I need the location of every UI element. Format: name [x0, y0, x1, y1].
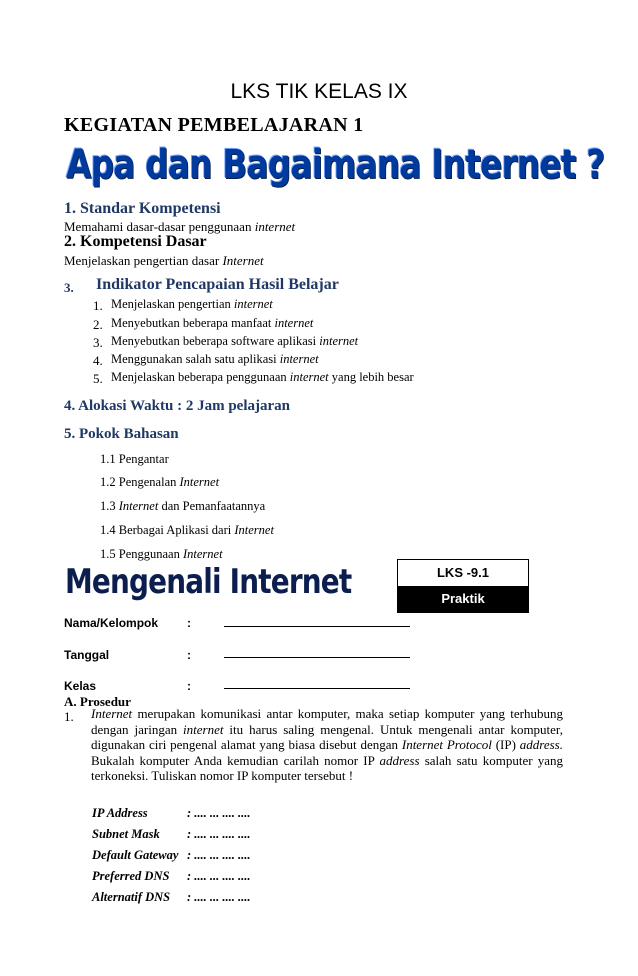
text-segment: merupakan komunikasi antar komputer, maka setiap komputer yang terhubung dengan jaringan	[91, 706, 563, 737]
text-segment-italic: Internet	[179, 475, 220, 489]
field-label-tanggal: Tanggal	[64, 648, 110, 662]
list-text	[111, 370, 414, 385]
section-alokasi-waktu: 4. Alokasi Waktu : 2 Jam pelajaran	[64, 398, 291, 414]
ip-label: Default Gateway	[92, 848, 179, 862]
text-segment: Bukalah komputer Anda kemudian carilah nomor IP	[91, 752, 380, 768]
list-number: 1.	[93, 298, 103, 313]
list-item	[93, 370, 414, 388]
prosedur-number: 1.	[64, 709, 74, 724]
text-segment-italic: Internet Protocol	[401, 737, 492, 753]
text-segment: 1.1 Pengantar	[100, 452, 169, 466]
list-item	[93, 334, 359, 352]
section-standar-kompetensi: 1. Standar Kompetensi	[64, 200, 221, 217]
list-number: 3.	[93, 335, 103, 350]
text-segment-italic: internet	[233, 297, 273, 311]
list-number: 5.	[93, 371, 103, 386]
lks-type: Praktik	[398, 586, 528, 612]
text-segment: 1.4 Berbagai Aplikasi dari	[100, 523, 235, 537]
field-colon: :	[187, 616, 191, 630]
list-text	[111, 352, 319, 367]
section-indikator: Indikator Pencapaian Hasil Belajar	[96, 276, 339, 293]
list-item	[100, 452, 169, 467]
field-colon: :	[187, 679, 191, 693]
kelas-line[interactable]	[224, 688, 410, 689]
list-item	[93, 297, 273, 315]
text-segment-italic: Internet	[222, 253, 264, 268]
text-segment: itu harus saling mengenal. Untuk mengenali antar komputer, digunakan ciri pengenal alamat yang biasa disebut dengan	[91, 721, 563, 753]
ip-value: : .... ... .... ....	[187, 890, 251, 904]
text-segment: Menjelaskan beberapa penggunaan	[111, 370, 290, 384]
text-segment-italic: internet	[279, 352, 319, 366]
nama-kelompok-line[interactable]	[224, 626, 410, 627]
ip-value: : .... ... .... ....	[187, 848, 251, 862]
text-segment: 1.2 Pengenalan	[100, 475, 180, 489]
text-segment-italic: Internet	[182, 547, 223, 561]
list-text	[111, 297, 273, 312]
text-segment: salah satu komputer yang terkoneksi. Tuliskan nomor IP komputer tersebut !	[91, 752, 564, 784]
list-number: 4.	[93, 353, 103, 368]
list-item	[100, 499, 265, 514]
text-segment: Menjelaskan pengertian dasar	[64, 253, 223, 268]
text-segment: Menyebutkan beberapa software aplikasi	[111, 334, 320, 348]
text-segment: Memahami dasar-dasar penggunaan	[64, 219, 255, 234]
text-segment-italic: internet	[274, 316, 314, 330]
lks-number: LKS -9.1	[436, 565, 489, 580]
section-kompetensi-dasar: 2. Kompetensi Dasar	[64, 233, 207, 250]
tanggal-line[interactable]	[224, 657, 410, 658]
text-segment-italic: internet	[254, 219, 296, 234]
ip-value: : .... ... .... ....	[187, 806, 251, 820]
list-item	[100, 523, 274, 538]
list-text	[111, 334, 358, 349]
ip-label: Alternatif DNS	[92, 890, 171, 904]
text-segment: Menjelaskan pengertian	[111, 297, 234, 311]
lesson-banner: Apa dan Bagaimana Internet ?	[66, 142, 605, 188]
ip-label: Subnet Mask	[92, 827, 160, 841]
field-label-kelas: Kelas	[64, 679, 97, 693]
kompetensi-dasar-text	[64, 253, 264, 269]
list-text	[111, 316, 313, 331]
ip-label: Preferred DNS	[92, 869, 170, 883]
lks-badge	[397, 559, 529, 613]
text-segment: yang lebih besar	[328, 370, 414, 384]
text-segment: 1.3	[100, 499, 119, 513]
ip-value: : .... ... .... ....	[187, 869, 251, 883]
list-item	[93, 352, 319, 370]
prosedur-paragraph	[91, 706, 563, 784]
text-segment-italic: internet	[319, 334, 359, 348]
text-segment-italic: internet	[183, 721, 224, 737]
ip-label: IP Address	[92, 806, 148, 820]
text-segment-italic: internet	[289, 370, 329, 384]
text-segment: dan Pemanfaatannya	[158, 499, 266, 513]
document-header: LKS TIK KELAS IX	[230, 80, 408, 103]
text-segment-italic: address	[379, 752, 420, 768]
ip-value: : .... ... .... ....	[187, 827, 251, 841]
text-segment-italic: Internet	[234, 523, 274, 537]
field-colon: :	[187, 648, 191, 662]
practice-banner: Mengenali Internet	[65, 562, 352, 602]
section-3-number: 3.	[64, 280, 74, 295]
prosedur-title: A. Prosedur	[64, 694, 131, 709]
text-segment: Menggunakan salah satu aplikasi	[111, 352, 280, 366]
list-item	[93, 316, 314, 334]
list-item	[100, 475, 219, 490]
section-pokok-bahasan: 5. Pokok Bahasan	[64, 426, 179, 442]
text-segment: (IP)	[491, 737, 520, 753]
text-segment-italic: Internet	[91, 706, 133, 721]
kegiatan-title: KEGIATAN PEMBELAJARAN 1	[64, 114, 364, 136]
list-item	[100, 547, 223, 562]
text-segment: 1.5 Penggunaan	[100, 547, 183, 561]
field-label-nama: Nama/Kelompok	[64, 616, 159, 630]
text-segment-italic: address.	[519, 737, 563, 753]
text-segment-italic: Internet	[118, 499, 159, 513]
text-segment: Menyebutkan beberapa manfaat	[111, 316, 275, 330]
list-number: 2.	[93, 317, 103, 332]
